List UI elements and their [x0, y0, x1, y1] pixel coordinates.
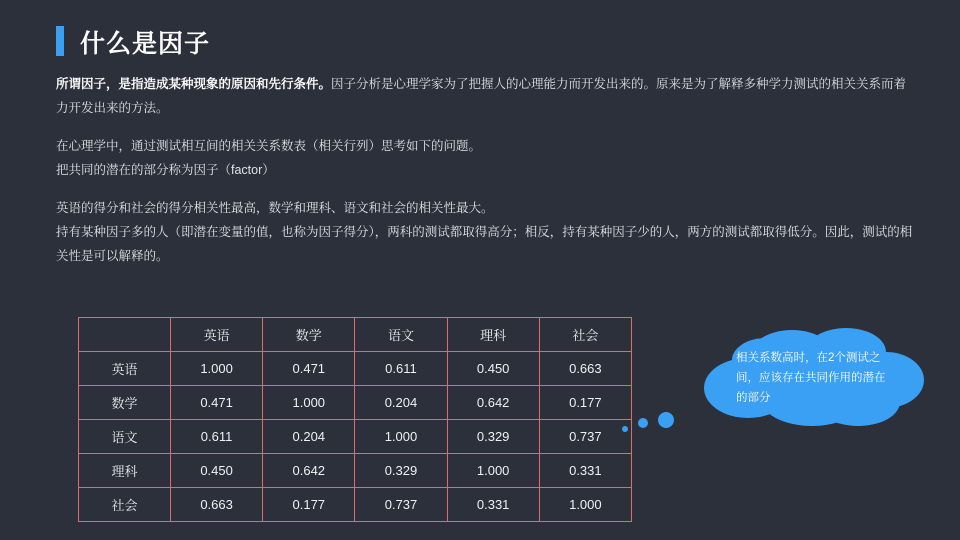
table-corner-cell	[79, 318, 171, 352]
paragraph-2-line-1: 在心理学中，通过测试相互间的相关关系数表（相关行列）思考如下的问题。	[56, 138, 482, 153]
paragraph-1-lead: 所谓因子，是指造成某种现象的原因和先行条件。	[56, 77, 332, 91]
table-column-header: 理科	[447, 318, 539, 352]
table-cell: 0.642	[447, 386, 539, 420]
table-column-header: 数学	[263, 318, 355, 352]
paragraph-2-line-2: 把共同的潜在的部分称为因子（factor）	[56, 163, 275, 178]
table-cell: 0.471	[171, 386, 263, 420]
table-row	[79, 454, 632, 488]
table-row-header: 数学	[79, 386, 171, 420]
paragraph-3-line-1: 英语的得分和社会的得分相关性最高，数学和理科、语文和社会的相关性最大。	[56, 200, 494, 215]
table-cell: 0.204	[355, 386, 447, 420]
table-cell: 0.204	[263, 420, 355, 454]
page-title: 什么是因子	[80, 30, 211, 58]
table-cell: 1.000	[171, 352, 263, 386]
table-row-header: 英语	[79, 352, 171, 386]
table-row	[79, 352, 632, 386]
paragraph-3-line-2: 持有某种因子多的人（即潜在变量的值，也称为因子得分），两科的测试都取得高分；相反，持有某种因子少的人，两方的测试都取得低分。因此，测试的相关性是可以解释的。	[56, 224, 913, 264]
table-cell: 0.329	[447, 420, 539, 454]
table-cell: 1.000	[263, 386, 355, 420]
correlation-table	[78, 317, 632, 522]
table-cell: 1.000	[539, 488, 631, 522]
callout-text: 相关系数高时，在2个测试之间，应该存在共同作用的潜在的部分	[736, 352, 886, 405]
table-cell: 0.177	[263, 488, 355, 522]
callout-dot-large	[658, 412, 674, 428]
table-row	[79, 420, 632, 454]
table-column-header: 英语	[171, 318, 263, 352]
table-column-header: 语文	[355, 318, 447, 352]
table-row	[79, 386, 632, 420]
table-cell: 0.611	[355, 352, 447, 386]
table-cell: 0.737	[539, 420, 631, 454]
correlation-table-wrapper	[78, 317, 632, 522]
table-row	[79, 488, 632, 522]
table-cell: 0.737	[355, 488, 447, 522]
table-cell: 0.331	[447, 488, 539, 522]
body-text-block	[56, 72, 916, 269]
table-cell: 0.642	[263, 454, 355, 488]
title-accent-bar	[56, 26, 64, 56]
table-row-header: 理科	[79, 454, 171, 488]
table-header-row	[79, 318, 632, 352]
callout-dot-medium	[638, 418, 648, 428]
callout-cloud	[700, 326, 928, 428]
table-cell: 0.663	[171, 488, 263, 522]
table-cell: 0.663	[539, 352, 631, 386]
table-cell: 0.177	[539, 386, 631, 420]
table-cell: 0.331	[539, 454, 631, 488]
table-column-header: 社会	[539, 318, 631, 352]
paragraph-1	[56, 72, 916, 121]
table-cell: 0.471	[263, 352, 355, 386]
table-cell: 0.611	[171, 420, 263, 454]
paragraph-1-rest: 因子分析是心理学家为了把握人的心理能力而开发出来的。原来是为了解释多种学力测试的相关关系而着力开发出来的方法。	[56, 77, 907, 116]
table-row-header: 社会	[79, 488, 171, 522]
callout-dot-small	[622, 426, 628, 432]
table-cell: 0.329	[355, 454, 447, 488]
table-row-header: 语文	[79, 420, 171, 454]
table-cell: 0.450	[447, 352, 539, 386]
table-cell: 0.450	[171, 454, 263, 488]
table-cell: 1.000	[447, 454, 539, 488]
table-cell: 1.000	[355, 420, 447, 454]
